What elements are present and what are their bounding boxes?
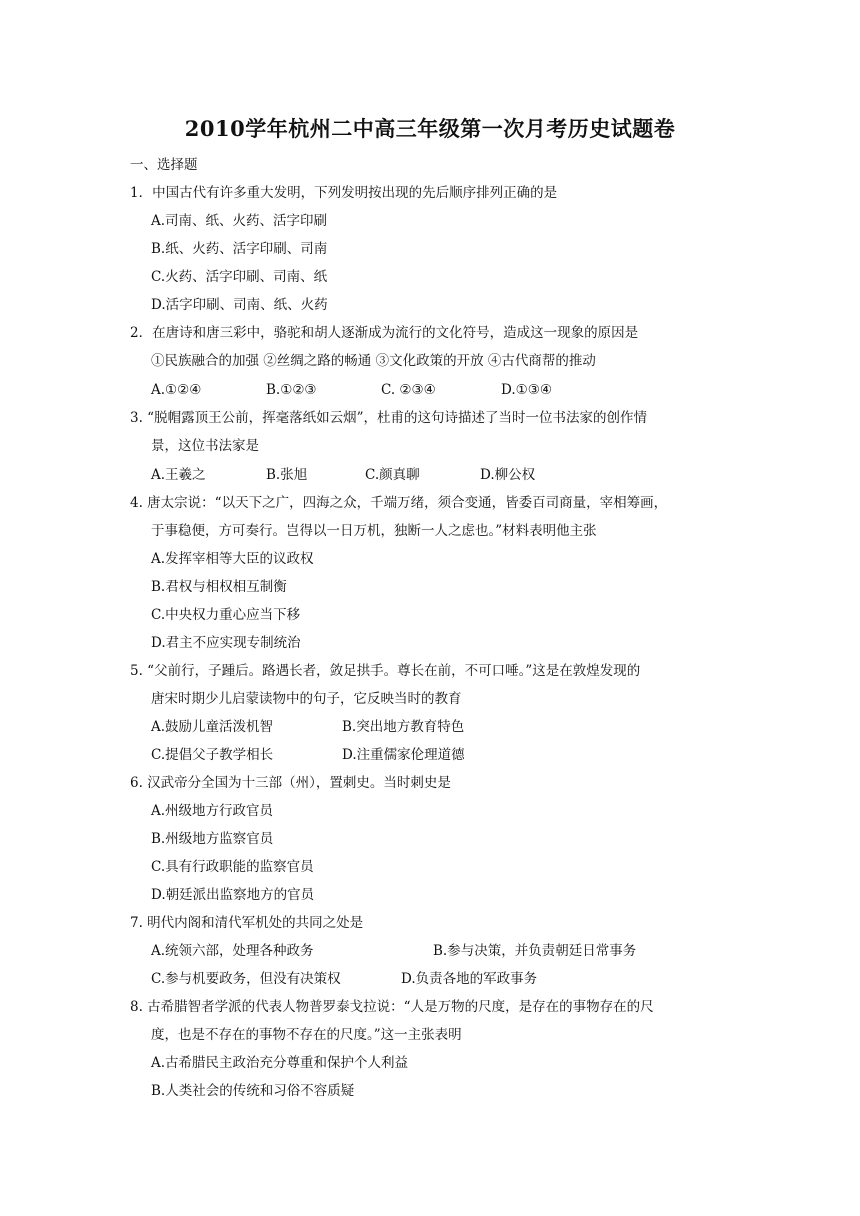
question-4-option-c: C.中央权力重心应当下移 (151, 607, 301, 623)
question-5-option-c: C.提倡父子教学相长 (151, 747, 274, 763)
question-2-option-d: D.①③④ (501, 382, 552, 398)
question-1-option-d: D.活字印刷、司南、纸、火药 (151, 297, 328, 313)
question-7-option-b: B.参与决策，并负责朝廷日常事务 (433, 943, 637, 959)
question-3-option-b: B.张旭 (266, 467, 308, 483)
question-3-stem: 3. “脱帽露顶王公前，挥毫落纸如云烟”，杜甫的这句诗描述了当时一位书法家的创作情 (130, 410, 647, 426)
question-8-option-b: B.人类社会的传统和习俗不容质疑 (151, 1083, 355, 1099)
question-7-stem: 7. 明代内阁和清代军机处的共同之处是 (130, 915, 364, 931)
question-2-continuation: ①民族融合的加强 ②丝绸之路的畅通 ③文化政策的开放 ④古代商帮的推动 (151, 353, 596, 369)
question-4-stem: 4. 唐太宗说：“以天下之广，四海之众，千端万绪，须合变通，皆委百司商量，宰相筹画， (130, 495, 668, 511)
question-8-stem: 8. 古希腊智者学派的代表人物普罗泰戈拉说：“人是万物的尺度，是存在的事物存在的尺 (130, 999, 654, 1015)
question-6-option-d: D.朝廷派出监察地方的官员 (151, 887, 315, 903)
question-4-option-a: A.发挥宰相等大臣的议政权 (151, 551, 314, 567)
question-6-option-b: B.州级地方监察官员 (151, 831, 274, 847)
question-5-continuation: 唐宋时期少儿启蒙读物中的句子，它反映当时的教育 (151, 691, 462, 707)
question-7-option-a: A.统领六部，处理各种政务 (151, 943, 314, 959)
question-2-option-a: A.①②④ (151, 382, 202, 398)
question-4-option-d: D.君主不应实现专制统治 (151, 635, 301, 651)
question-7-option-d: D.负责各地的军政事务 (401, 971, 538, 987)
question-3-option-d: D.柳公权 (480, 467, 536, 483)
question-1-option-b: B.纸、火药、活字印刷、司南 (151, 241, 328, 257)
section-heading: 一、选择题 (130, 157, 198, 173)
question-3-continuation: 景，这位书法家是 (151, 438, 259, 454)
question-5-option-a: A.鼓励儿童活泼机智 (151, 719, 274, 735)
question-4-option-b: B.君权与相权相互制衡 (151, 579, 287, 595)
question-6-stem: 6. 汉武帝分全国为十三部（州），置刺史。当时刺史是 (130, 775, 451, 791)
question-1-option-c: C.火药、活字印刷、司南、纸 (151, 269, 328, 285)
question-2-option-c: C. ②③④ (381, 382, 436, 398)
question-5-option-b: B.突出地方教育特色 (342, 719, 465, 735)
question-1-stem: 1．中国古代有许多重大发明，下列发明按出现的先后顺序排列正确的是 (130, 185, 558, 201)
question-1-option-a: A.司南、纸、火药、活字印刷 (151, 213, 328, 229)
question-2-stem: 2．在唐诗和唐三彩中，骆驼和胡人逐渐成为流行的文化符号，造成这一现象的原因是 (130, 325, 639, 341)
exam-title: 2010学年杭州二中高三年级第一次月考历史试题卷 (184, 116, 676, 141)
question-6-option-c: C.具有行政职能的监察官员 (151, 859, 314, 875)
question-3-option-c: C.颜真聊 (365, 467, 420, 483)
question-8-option-a: A.古希腊民主政治充分尊重和保护个人利益 (151, 1055, 409, 1071)
question-4-continuation: 于事稳便，方可奏行。岂得以一日万机，独断一人之虑也。”材料表明他主张 (151, 523, 597, 539)
question-3-option-a: A.王羲之 (151, 467, 206, 483)
question-6-option-a: A.州级地方行政官员 (151, 803, 274, 819)
question-8-continuation: 度，也是不存在的事物不存在的尺度。”这一主张表明 (151, 1027, 462, 1043)
question-7-option-c: C.参与机要政务，但没有决策权 (151, 971, 341, 987)
question-5-option-d: D.注重儒家伦理道德 (342, 747, 465, 763)
question-5-stem: 5. “父前行，子踵后。路遇长者，敛足拱手。尊长在前，不可口唾。”这是在敦煌发现的 (130, 663, 641, 679)
question-2-option-b: B.①②③ (266, 382, 317, 398)
